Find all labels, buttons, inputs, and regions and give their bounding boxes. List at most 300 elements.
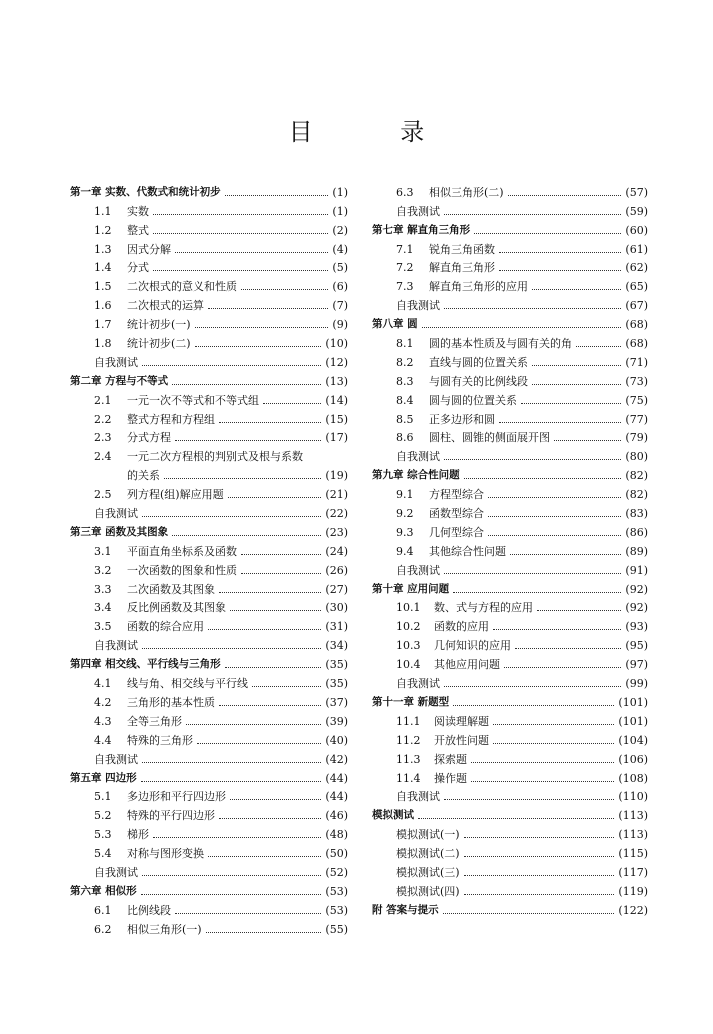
toc-section[interactable] [70,558,348,577]
section-number: 1.3 [94,242,112,256]
toc-section[interactable] [372,709,648,728]
section-title: 锐角三角函数 [429,242,495,256]
section-title: 圆与圆的位置关系 [429,393,517,407]
section-number: 4.3 [94,714,112,728]
page-number: (21) [325,488,348,502]
toc-chapter[interactable] [372,577,648,596]
section-number: 11.4 [396,771,421,785]
toc-entry[interactable] [372,199,648,218]
dot-leader [153,837,321,838]
dot-leader [208,308,328,309]
page-number: (82) [625,488,648,502]
page-number: (6) [332,280,348,294]
toc-section[interactable] [372,369,648,388]
section-number: 11.1 [396,714,421,728]
page-number: (92) [625,582,648,596]
section-title: 解直角三角形 [429,261,495,275]
dot-leader [142,516,321,517]
section-title: 分式方程 [127,431,171,445]
dot-leader [471,781,614,782]
section-number: 1.1 [94,204,112,218]
entry-title: 自我测试 [94,865,138,879]
entry-title: 自我测试 [94,639,138,653]
section-number: 9.4 [396,544,414,558]
dot-leader [444,799,614,800]
toc-entry[interactable] [372,785,648,804]
toc-section[interactable] [372,539,648,558]
toc-chapter[interactable] [372,690,648,709]
dot-leader [206,932,322,933]
dot-leader [219,422,321,423]
page-number: (44) [325,790,348,804]
dot-leader [225,195,329,196]
chapter-title: 第五章 四边形 [70,771,137,784]
section-title: 分式 [127,261,149,275]
dot-leader [142,648,321,649]
section-number: 8.6 [396,431,414,445]
section-title: 其他综合性问题 [429,544,506,558]
toc-entry[interactable] [372,879,648,898]
dot-leader [515,648,621,649]
dot-leader [508,195,622,196]
toc-section[interactable] [372,407,648,426]
section-number: 2.5 [94,488,112,502]
entry-title: 模拟测试(一) [396,828,460,842]
toc-section[interactable] [372,596,648,615]
page-number: (31) [325,620,348,634]
dot-leader [164,478,321,479]
page-number: (119) [618,884,648,898]
dot-leader [153,214,328,215]
page-number: (7) [332,299,348,313]
page-number: (59) [625,204,648,218]
page-number: (80) [625,450,648,464]
dot-leader [444,573,621,574]
section-number: 6.2 [94,922,112,936]
page-number: (68) [625,337,648,351]
page-number: (1) [332,185,348,199]
section-number: 5.2 [94,809,112,823]
section-title: 反比例函数及其图象 [127,601,226,615]
section-title: 阅读理解题 [434,714,489,728]
dot-leader [532,365,621,366]
toc-section[interactable] [372,237,648,256]
toc-section[interactable] [70,331,348,350]
entry-title: 模拟测试(二) [396,847,460,861]
section-number: 1.4 [94,261,112,275]
dot-leader [464,894,615,895]
toc-section[interactable] [70,256,348,275]
toc-section[interactable] [70,237,348,256]
section-number: 2.2 [94,412,112,426]
dot-leader [172,535,321,536]
chapter-title: 模拟测试 [372,809,414,822]
toc-section[interactable] [372,747,648,766]
dot-leader [444,459,621,460]
toc-entry[interactable] [372,822,648,841]
page-number: (79) [625,431,648,445]
dot-leader [510,554,621,555]
toc-entry[interactable] [372,841,648,860]
toc-chapter[interactable] [372,898,648,917]
toc-section[interactable] [70,614,348,633]
entry-title: 自我测试 [396,450,440,464]
toc-chapter[interactable] [70,879,348,898]
dot-leader [252,686,321,687]
toc-entry[interactable] [70,501,348,520]
page-number: (15) [325,412,348,426]
page-number: (95) [625,639,648,653]
page-number: (9) [332,318,348,332]
dot-leader [230,610,321,611]
dot-leader [464,478,622,479]
dot-leader [576,346,621,347]
toc-section[interactable] [70,407,348,426]
entry-title: 自我测试 [94,507,138,521]
section-title: 实数 [127,204,149,218]
page-number: (117) [618,865,648,879]
page-number: (122) [618,903,648,917]
toc-entry[interactable] [372,293,648,312]
section-number: 8.2 [396,355,414,369]
page-number: (22) [325,507,348,521]
chapter-title: 第九章 综合性问题 [372,469,460,482]
toc-chapter[interactable] [372,312,648,331]
section-title: 数、式与方程的应用 [434,601,533,615]
toc-entry[interactable] [70,633,348,652]
page-number: (1) [332,204,348,218]
section-number: 9.2 [396,507,414,521]
toc-chapter[interactable] [70,766,348,785]
dot-leader [493,724,614,725]
page-number: (50) [325,847,348,861]
toc-section[interactable] [372,614,648,633]
section-title: 其他应用问题 [434,658,500,672]
section-title: 直线与圆的位置关系 [429,355,528,369]
dot-leader [504,667,621,668]
page-number: (10) [325,337,348,351]
toc-section[interactable] [70,596,348,615]
page-number: (27) [325,582,348,596]
toc-section[interactable] [70,690,348,709]
section-title: 二次根式的意义和性质 [127,280,237,294]
toc-section[interactable] [372,652,648,671]
section-number: 10.3 [396,639,421,653]
dot-leader [208,629,321,630]
toc-section[interactable] [372,501,648,520]
toc-chapter[interactable] [372,218,648,237]
section-title: 全等三角形 [127,714,182,728]
dot-leader [453,705,614,706]
toc-section[interactable] [70,426,348,445]
page-number: (91) [625,563,648,577]
page-number: (65) [625,280,648,294]
entry-title: 自我测试 [396,563,440,577]
section-number: 8.5 [396,412,414,426]
section-title: 操作题 [434,771,467,785]
section-number: 8.1 [396,337,414,351]
toc-section[interactable] [70,577,348,596]
toc-entry[interactable] [372,671,648,690]
toc-section[interactable] [70,785,348,804]
page-number: (82) [625,469,648,483]
section-number: 5.3 [94,828,112,842]
dot-leader [141,781,322,782]
entry-title: 自我测试 [396,790,440,804]
page-number: (48) [325,828,348,842]
dot-leader [418,818,614,819]
section-title: 圆的基本性质及与圆有关的角 [429,337,572,351]
section-title: 方程型综合 [429,488,484,502]
toc-entry[interactable] [372,444,648,463]
page-number: (35) [325,658,348,672]
chapter-title: 第四章 相交线、平行线与三角形 [70,658,221,671]
dot-leader [241,573,321,574]
page-number: (35) [325,677,348,691]
section-number: 2.4 [94,450,112,464]
toc-section[interactable] [70,444,348,463]
section-title: 比例线段 [127,903,171,917]
section-title: 函数型综合 [429,507,484,521]
section-title: 列方程(组)解应用题 [127,488,224,502]
dot-leader [493,743,614,744]
dot-leader [175,252,328,253]
section-title: 整式 [127,223,149,237]
section-title: 与圆有关的比例线段 [429,374,528,388]
dot-leader [153,270,328,271]
section-title: 三角形的基本性质 [127,695,215,709]
chapter-title: 第十章 应用问题 [372,582,450,595]
section-title: 一元二次方程根的判别式及根与系数 [127,450,303,464]
page-number: (46) [325,809,348,823]
page-number: (14) [325,393,348,407]
page-number: (37) [325,695,348,709]
section-title: 线与角、相交线与平行线 [127,677,248,691]
toc-section[interactable] [372,331,648,350]
page-number: (52) [325,865,348,879]
toc-section[interactable] [70,388,348,407]
toc-section[interactable] [70,898,348,917]
section-title: 一次函数的图象和性质 [127,563,237,577]
toc-section[interactable] [372,256,648,275]
toc-chapter[interactable] [70,520,348,539]
dot-leader [208,856,321,857]
toc-section[interactable] [70,671,348,690]
page-number: (34) [325,639,348,653]
dot-leader [195,346,322,347]
toc-section[interactable] [70,274,348,293]
toc-entry[interactable] [372,558,648,577]
toc-section[interactable] [70,482,348,501]
section-number: 1.6 [94,299,112,313]
section-number: 5.1 [94,790,112,804]
page-number: (108) [618,771,648,785]
entry-title: 自我测试 [396,204,440,218]
chapter-title: 第十一章 新题型 [372,695,450,708]
toc-section[interactable] [372,388,648,407]
toc-section[interactable] [70,822,348,841]
dot-leader [499,270,621,271]
toc-section[interactable] [372,426,648,445]
section-title: 正多边形和圆 [429,412,495,426]
dot-leader [186,724,321,725]
dot-leader [464,856,615,857]
toc-section[interactable] [70,728,348,747]
section-title: 探索题 [434,752,467,766]
chapter-title: 第二章 方程与不等式 [70,374,169,387]
toc-section[interactable] [372,350,648,369]
dot-leader [142,875,321,876]
section-title: 二次函数及其图象 [127,582,215,596]
section-number: 3.2 [94,563,112,577]
dot-leader [141,894,322,895]
page-number: (55) [325,922,348,936]
section-number: 10.1 [396,601,421,615]
dot-leader [499,422,621,423]
dot-leader [532,289,621,290]
page-number: (17) [325,431,348,445]
toc-chapter[interactable] [372,803,648,822]
page-number: (115) [618,847,648,861]
page-number: (110) [618,790,648,804]
toc-entry[interactable] [70,747,348,766]
page-number: (101) [618,695,648,709]
section-number: 4.1 [94,677,112,691]
section-number: 2.3 [94,431,112,445]
page-number: (113) [618,809,648,823]
page-number: (24) [325,544,348,558]
section-number: 7.1 [396,242,414,256]
section-title: 梯形 [127,828,149,842]
section-number: 1.5 [94,280,112,294]
section-title: 相似三角形(一) [127,922,202,936]
dot-leader [219,818,321,819]
page-number: (92) [625,601,648,615]
toc-entry[interactable] [372,860,648,879]
page-number: (30) [325,601,348,615]
toc-entry[interactable] [70,860,348,879]
section-title: 几何型综合 [429,525,484,539]
page-number: (86) [625,525,648,539]
page-number: (77) [625,412,648,426]
chapter-title: 第六章 相似形 [70,884,137,897]
section-number: 9.1 [396,488,414,502]
section-title: 函数的应用 [434,620,489,634]
section-title: 特殊的三角形 [127,733,193,747]
dot-leader [474,233,621,234]
page-number: (61) [625,242,648,256]
section-title: 几何知识的应用 [434,639,511,653]
section-number: 8.4 [396,393,414,407]
dot-leader [197,743,321,744]
section-number: 6.3 [396,185,414,199]
toc-section[interactable] [372,633,648,652]
section-title: 统计初步(二) [127,337,191,351]
section-number: 11.2 [396,733,421,747]
toc-section[interactable] [70,841,348,860]
page-number: (97) [625,658,648,672]
toc-entry-continuation[interactable] [70,463,348,482]
section-number: 1.8 [94,337,112,351]
page-number: (4) [332,242,348,256]
page-number: (73) [625,374,648,388]
section-title: 统计初步(一) [127,318,191,332]
section-number: 6.1 [94,903,112,917]
toc-section[interactable] [70,312,348,331]
section-number: 4.2 [94,695,112,709]
toc-section[interactable] [70,293,348,312]
page-number: (71) [625,355,648,369]
toc-section[interactable] [70,199,348,218]
page-number: (5) [332,261,348,275]
section-number: 7.2 [396,261,414,275]
toc-section[interactable] [372,766,648,785]
toc-section[interactable] [372,180,648,199]
toc-section[interactable] [372,728,648,747]
toc-section[interactable] [70,917,348,936]
page-number: (19) [325,469,348,483]
toc-chapter[interactable] [70,180,348,199]
entry-title: 自我测试 [396,299,440,313]
page-number: (75) [625,393,648,407]
page-number: (13) [325,374,348,388]
dot-leader [142,762,321,763]
section-number: 8.3 [396,374,414,388]
page-number: (60) [625,223,648,237]
toc-section[interactable] [70,803,348,822]
toc-chapter[interactable] [70,369,348,388]
chapter-title: 第三章 函数及其图象 [70,525,169,538]
toc-entry[interactable] [70,350,348,369]
dot-leader [175,440,321,441]
dot-leader [493,629,621,630]
section-title: 圆柱、圆锥的侧面展开图 [429,431,550,445]
section-number: 9.3 [396,525,414,539]
toc-section[interactable] [372,274,648,293]
toc-section[interactable] [70,218,348,237]
toc-section[interactable] [70,539,348,558]
dot-leader [443,913,615,914]
section-number: 3.1 [94,544,112,558]
chapter-title: 第七章 解直角三角形 [372,223,471,236]
toc-section[interactable] [372,482,648,501]
section-number: 1.2 [94,223,112,237]
page-number: (42) [325,752,348,766]
dot-leader [532,384,621,385]
page-number: (106) [618,752,648,766]
section-number: 1.7 [94,318,112,332]
page-number: (113) [618,828,648,842]
section-title: 函数的综合应用 [127,620,204,634]
page-title: 目 录 [288,118,465,146]
page-number: (40) [325,733,348,747]
page-number: (89) [625,544,648,558]
toc-left-column [70,180,348,936]
toc-section[interactable] [372,520,648,539]
toc-chapter[interactable] [372,463,648,482]
dot-leader [228,497,322,498]
section-number: 5.4 [94,847,112,861]
section-title: 相似三角形(二) [429,185,504,199]
toc-section[interactable] [70,709,348,728]
dot-leader [225,667,322,668]
dot-leader [263,403,321,404]
section-title: 对称与图形变换 [127,847,204,861]
section-title: 特殊的平行四边形 [127,809,215,823]
page-number: (23) [325,525,348,539]
toc-chapter[interactable] [70,652,348,671]
chapter-title: 第一章 实数、代数式和统计初步 [70,185,221,198]
